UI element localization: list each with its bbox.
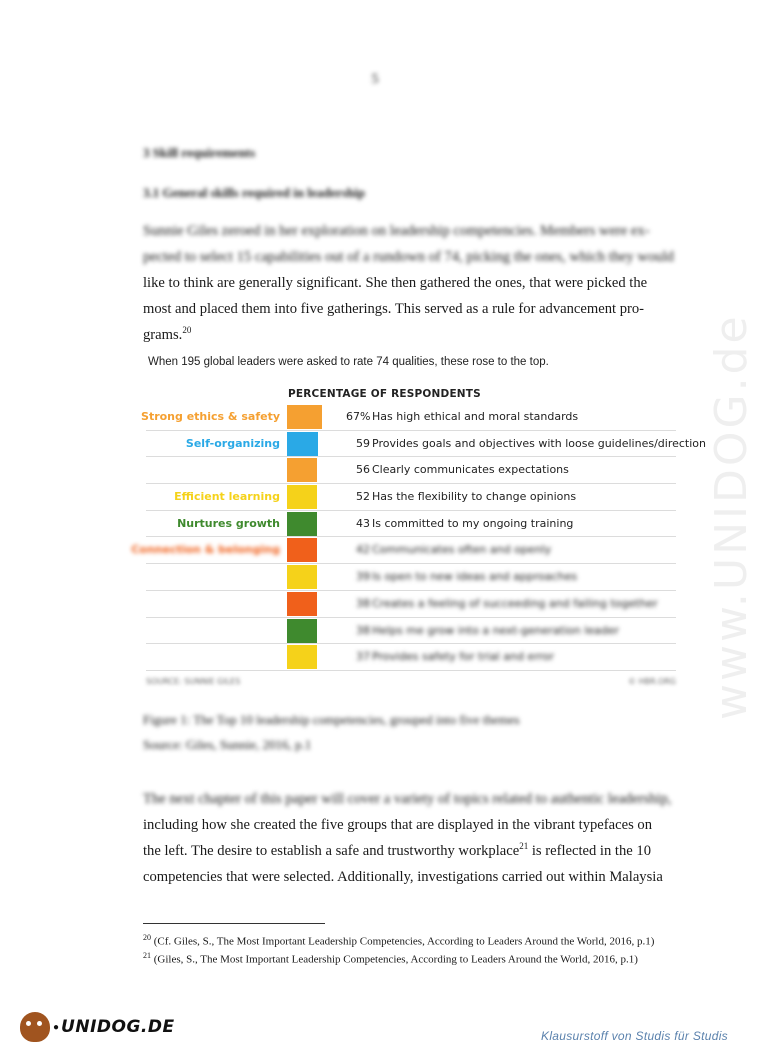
chart-bar	[287, 592, 317, 616]
chart-row	[146, 618, 676, 645]
chart-bar	[287, 645, 317, 669]
category-label: Communicates often and openly	[372, 543, 552, 557]
paragraph-intro	[143, 218, 679, 348]
logo-text: UNIDOG.DE	[61, 1017, 175, 1037]
paw-icon: ●	[53, 1021, 60, 1033]
category-label: Has high ethical and moral standards	[372, 410, 579, 423]
paragraph-line: most and placed them into five gatherings. This served as a rule for advancement pro-	[143, 301, 645, 317]
paragraph-line: Sunnie Giles zeroed in her exploration on leadership competencies. Members were ex-	[143, 223, 650, 239]
figure-intro: When 195 global leaders were asked to rate 74 qualities, these rose to the top.	[148, 356, 549, 368]
paragraph-line: competencies that were selected. Additionally, investigations carried out within Malaysia	[143, 869, 663, 885]
data-label: 56	[356, 463, 370, 477]
page-number: 5	[371, 72, 379, 87]
chart-bar	[287, 512, 317, 536]
category-label: Helps me grow into a next-generation leader	[372, 623, 620, 637]
chart-row	[146, 591, 676, 618]
leadership-competency-chart	[131, 388, 706, 686]
unidog-logo[interactable]	[20, 1012, 175, 1042]
footnotes	[143, 931, 679, 967]
theme-label: Strong ethics & safety	[141, 410, 280, 423]
category-label: Provides goals and objectives with loose guidelines/direction	[372, 436, 706, 450]
figure-caption: Figure 1: The Top 10 leadership competencies, grouped into five themes	[143, 712, 520, 727]
chart-header: PERCENTAGE OF RESPONDENTS	[288, 388, 481, 400]
category-label: Is committed to my ongoing training	[372, 516, 574, 530]
chart-row	[146, 431, 706, 458]
section-heading: 3 Skill requirements	[143, 145, 256, 160]
category-label: Is open to new ideas and approaches	[372, 570, 578, 584]
data-label: 37	[356, 650, 370, 664]
chart-bar	[287, 405, 322, 429]
chart-bar	[287, 485, 317, 509]
footnote-number: 21	[143, 951, 151, 961]
chart-bar	[287, 432, 318, 456]
footnote-text: (Cf. Giles, S., The Most Important Leadership Competencies, According to Leaders Around the World, 2016, p.1)	[151, 935, 655, 948]
chart-row	[146, 564, 676, 591]
chart-row	[146, 511, 676, 538]
category-label: Provides safety for trial and error	[372, 650, 555, 664]
chart-source: SOURCE: SUNNIE GILES	[146, 677, 241, 686]
chart-row	[141, 404, 676, 431]
paragraph-text: is reflected in the 10	[528, 843, 652, 859]
figure-source: Source: Giles, Sunnie, 2016, p.1	[143, 737, 312, 752]
footnote-number: 20	[143, 933, 151, 942]
theme-label: Connection & belonging	[131, 543, 280, 557]
theme-label: Self-organizing	[185, 436, 280, 450]
footnote-reference[interactable]: 20	[182, 325, 192, 336]
paragraph-line	[143, 838, 679, 864]
paragraph-text: grams.	[143, 327, 183, 343]
paragraph-line: like to think are generally significant. She then gathered the ones, that were picked the	[143, 275, 648, 291]
paragraph-text: the left. The desire to establish a safe and trustworthy workplace	[143, 843, 520, 859]
footnote-divider	[143, 923, 325, 924]
chart-bar	[287, 458, 317, 482]
category-label: Creates a feeling of succeeding and failing together	[372, 596, 658, 610]
chart-credit: © HBR.ORG	[628, 677, 676, 686]
paragraph-line: The next chapter of this paper will cover a variety of topics related to authentic leadership,	[143, 791, 672, 807]
data-label: 67%	[346, 410, 371, 423]
footnote-reference[interactable]: 21	[519, 841, 529, 852]
dog-icon	[20, 1012, 50, 1042]
paragraph-body	[143, 786, 679, 890]
chart-bar	[287, 538, 317, 562]
watermark-text: www.UNIDOG.de	[706, 313, 757, 720]
data-label: 52	[356, 490, 370, 504]
chart-bar	[287, 619, 317, 643]
footnote	[143, 949, 679, 967]
data-label: 43	[356, 516, 370, 530]
data-label: 42	[356, 543, 370, 557]
chart-row	[131, 537, 676, 564]
chart-row	[146, 644, 676, 671]
chart-bar	[287, 565, 317, 589]
footer-tagline: Klausurstoff von Studis für Studis	[541, 1029, 728, 1043]
footnote-text: (Giles, S., The Most Important Leadership Competencies, According to Leaders Around the World, 2016, p.1)	[151, 953, 638, 966]
chart-rows	[131, 404, 706, 671]
category-label: Clearly communicates expectations	[372, 463, 569, 477]
data-label: 59	[356, 436, 370, 450]
data-label: 38	[356, 623, 370, 637]
footnote	[143, 931, 679, 949]
chart-row	[146, 484, 676, 511]
subsection-heading: 3.1 General skills required in leadership	[143, 185, 365, 200]
data-label: 38	[356, 596, 370, 610]
category-label: Has the flexibility to change opinions	[372, 490, 577, 504]
paragraph-line: pected to select 15 capabilities out of a rundown of 74, picking the ones, which they would	[143, 249, 674, 265]
paragraph-line: including how she created the five groups that are displayed in the vibrant typefaces on	[143, 817, 652, 833]
paragraph-line	[143, 322, 679, 348]
chart-row	[146, 457, 676, 484]
data-label: 39	[356, 570, 370, 584]
theme-label: Nurtures growth	[177, 516, 280, 530]
theme-label: Efficient learning	[174, 490, 280, 504]
